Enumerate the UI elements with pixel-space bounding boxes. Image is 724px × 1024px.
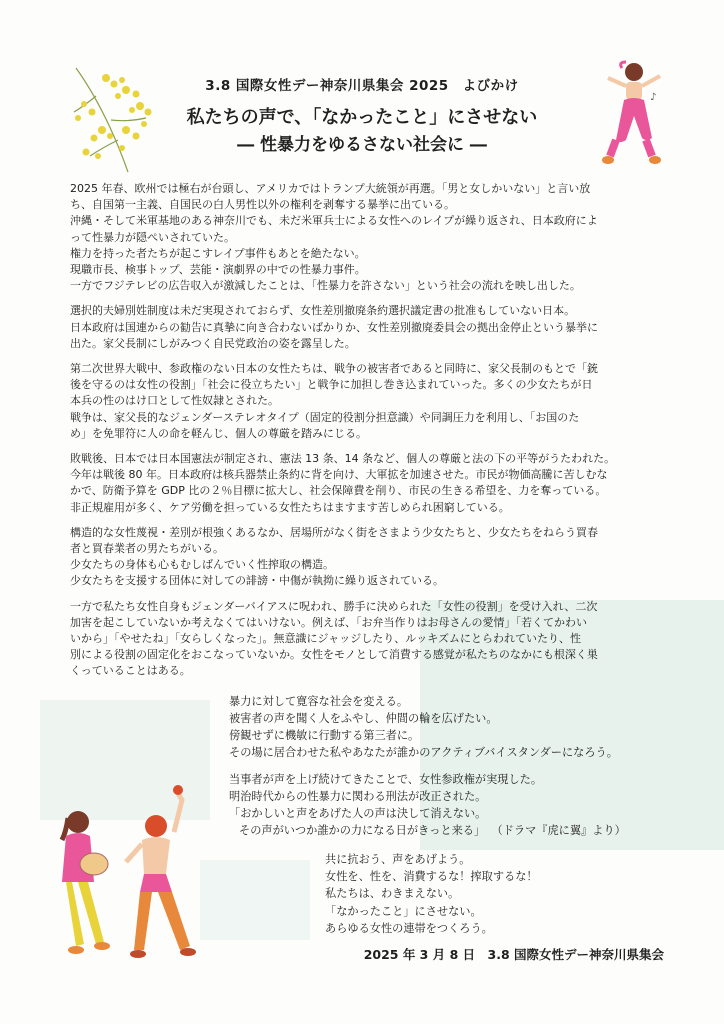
text-line: 日本政府は国連からの勧告に真摯に向き合わないばかりか、女性差別撤廃委員会の拠出金停止という暴挙に [70,320,598,334]
footer-date: 2025 年 3 月 8 日 [363,947,476,962]
paragraph [70,451,670,516]
chant-line: 共に抗おう、声をあげよう。 [325,853,471,866]
text-line: 戦争は、家父長的なジェンダーステレオタイプ（固定的役割分担意識）や同調圧力を利用し、「お国のた [70,410,580,424]
svg-text:♪: ♪ [650,92,657,103]
text-line: 沖縄・そして米軍基地のある神奈川でも、未だ米軍兵士による女性へのレイプが繰り返され、日本政府によ [70,214,598,228]
chant-line: あらゆる女性の連帯をつくろう。 [325,921,493,935]
history-block [229,771,626,839]
text-line: ち、自国第一主義、自国民の白人男性以外の権利を剥奪する暴挙に出ている。 [70,198,455,212]
text-line: かで、防衛予算を GDP 比の２％目標に拡大し、社会保障費を削り、市民の生きる希望を、力を奪っている。 [70,484,607,498]
footer-org: 3.8 国際女性デー神奈川県集会 [487,947,664,962]
paragraph [70,303,670,352]
quote-credit: （ドラマ『虎に翼』より） [497,824,626,837]
text-line: 加害を起こしていないか考えなくてはいけない。例えば、「お弁当作りはお母さんの愛情」「若くてかわい [70,615,587,629]
quote-line [229,822,626,839]
text-line: 第二次世界大戦中、参政権のない日本の女性たちは、戦争の被害者であると同時に、家父長制のもとで「銃 [70,362,598,376]
text-line: 別による役割の固定化をおこなっていないか。女性をモノとして消費する感覚が私たちのなかにも根深く巣 [70,648,598,662]
text-line: いから」「やせたね」「女らしくなった」。無意識にジャッジしたり、ルッキズムにとらわれていたり、性 [70,632,582,646]
text-line: 一方でフジテレビの広告収入が激減したことは、「性暴力を許さない」という社会の流れを映し出した。 [70,279,581,293]
chant-line: 女性を、性を、消費するな！搾取するな！ [325,870,538,884]
text-line: って性暴力が隠ぺいされていた。 [70,230,235,244]
appeal-line: その場に居合わせた私やあなたが誰かのアクティブバイスタンダーになろう。 [229,746,618,759]
appeal-line: 暴力に対して寛容な社会を変える。 [229,695,409,708]
appeal-line: 傍観せずに機敏に行動する第三者に。 [229,729,420,742]
paragraph [70,181,670,294]
body-text [70,181,670,689]
text-line: 権力を持った者たちが起こすレイプ事件もあとを絶たない。 [70,246,366,260]
text-line: 本兵の性のはけ口として性奴隷とされた。 [70,394,279,408]
text-line: 今年は戦後 80 年。日本政府は核兵器禁止条約に背を向け、大軍拡を加速させた。市民が物価高騰に苦しむな [70,468,608,482]
chant-line: 「なかったこと」にさせない。 [325,904,482,918]
text-line: 敗戦後、日本では日本国憲法が制定され、憲法 13 条、14 条など、個人の尊厳と法の下の平等がうたわれた。 [70,452,616,466]
appeal-block [229,693,618,761]
text-line: 非正規雇用が多く、ケア労働を担っている女性たちはますます苦しめられ困窮している。 [70,500,510,514]
appeal-line: 被害者の声を聞く人をふやし、仲間の輪を広げたい。 [229,712,498,725]
text-line: 後を守るのは女性の役割」「社会に役立ちたい」と戦争に加担し巻き込まれていった。多くの少女たちが日 [70,378,593,392]
page-subheading: ― 性暴力をゆるさない社会に ― [237,135,487,155]
quote-line: 「おかしいと声をあげた人の声は決して消えない。 [229,807,487,820]
paragraph [70,525,670,590]
text-line: 出た。家父長制にしがみつく自民党政治の姿を露呈した。 [70,336,356,350]
text-line: 少女たちの身体も心もむしばんでいく性搾取の構造。 [70,558,334,572]
chant-line: 私たちは、わきまえない。 [325,887,460,901]
page-title: 私たちの声で、「なかったこと」にさせない [186,107,538,128]
text-line: くっていることはある。 [70,664,191,678]
text-line: 現職市長、検事トップ、芸能・演劇界の中での性暴力事件。 [70,263,366,277]
event-subtitle: 3.8 国際女性デー神奈川県集会 2025 よびかけ [205,78,519,94]
text-line: 選択的夫婦別姓制度は未だ実現されておらず、女性差別撤廃条約選択議定書の批准もしていない日本。 [70,304,576,318]
chant-block [325,851,538,937]
text-line: 少女たちを支援する団体に対しての誹謗・中傷が執拗に繰り返されている。 [70,574,444,588]
text-line: 一方で私たち女性自身もジェンダーバイアスに呪われ、勝手に決められた「女性の役割」を受け入れ、二次 [70,599,598,613]
quote-text: その声がいつか誰かの力になる日がきっと来る」 [239,824,486,837]
history-line: 明治時代からの性暴力に関わる刑法が改正された。 [229,790,487,803]
text-line: 構造的な女性蔑視・差別が根強くあるなか、居場所がなく街をさまよう少女たちと、少女たちをねらう買春 [70,525,598,539]
text-line: 者と買春業者の男たちがいる。 [70,542,224,556]
paragraph [70,599,670,680]
marching-women-illustration [48,782,220,962]
text-line: 2025 年春、欧州では極右が台頭し、アメリカではトランプ大統領が再選。「男と女しかいない」と言い放 [70,182,591,195]
paragraph [70,361,670,442]
signature-line [364,945,664,963]
history-line: 当事者が声を上げ続けてきたことで、女性参政権が実現した。 [229,773,543,786]
text-line: め」を免罪符に人の命を軽んじ、個人の尊厳を踏みにじる。 [70,426,367,440]
